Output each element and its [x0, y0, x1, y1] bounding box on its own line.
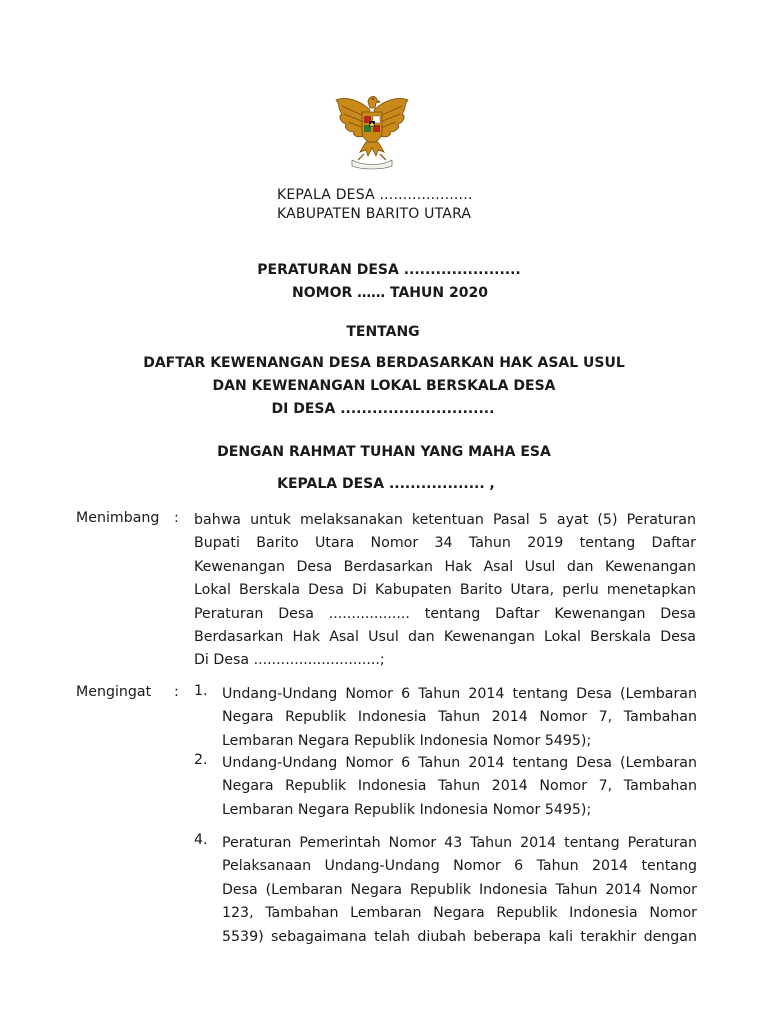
header-kabupaten: KABUPATEN BARITO UTARA: [277, 206, 472, 222]
menimbang-label: Menimbang: [76, 510, 160, 526]
menimbang-line: Lokal Berskala Desa Di Kabupaten Barito Utara, perlu menetapkan: [194, 582, 696, 599]
mengingat-item-text: [222, 683, 697, 753]
regulation-subject-line3: DI DESA .............................: [271, 401, 495, 417]
menimbang-paragraph: [194, 509, 696, 673]
item-number: 4.: [194, 832, 208, 848]
regulation-number: NOMOR …… TAHUN 2020: [292, 285, 488, 301]
mengingat-item-text: [222, 832, 697, 949]
item-line: Pelaksanaan Undang-Undang Nomor 6 Tahun 2014 tentang: [222, 858, 697, 875]
regulation-subject-line1: DAFTAR KEWENANGAN DESA BERDASARKAN HAK ASAL USUL: [143, 355, 625, 371]
menimbang-line: Berdasarkan Hak Asal Usul dan Kewenangan Lokal Berskala Desa: [194, 628, 696, 645]
menimbang-line: Di Desa ............................;: [194, 652, 385, 669]
item-number: 1.: [194, 683, 208, 699]
menimbang-line: Peraturan Desa .................. tentang Daftar Kewenangan Desa: [194, 605, 696, 622]
item-line: Negara Republik Indonesia Tahun 2014 Nomor 7, Tambahan: [222, 778, 697, 795]
item-line: Desa (Lembaran Negara Republik Indonesia Tahun 2014 Nomor: [222, 881, 697, 898]
mengingat-item-text: [222, 752, 697, 822]
regulation-about: TENTANG: [346, 324, 420, 340]
item-line: Peraturan Pemerintah Nomor 43 Tahun 2014 tentang Peraturan: [222, 835, 697, 851]
mengingat-label: Mengingat: [76, 684, 152, 700]
item-line: Negara Republik Indonesia Tahun 2014 Nomor 7, Tambahan: [222, 709, 697, 726]
menimbang-line: Bupati Barito Utara Nomor 34 Tahun 2019 tentang Daftar: [194, 535, 696, 552]
header-kepala-desa: KEPALA DESA ....................: [277, 187, 473, 203]
item-number: 2.: [194, 752, 208, 768]
garuda-pancasila-emblem-icon: [330, 92, 414, 172]
mengingat-colon: :: [174, 684, 179, 700]
item-line: Undang-Undang Nomor 6 Tahun 2014 tentang Desa (Lembaran: [222, 755, 697, 771]
item-line: Lembaran Negara Republik Indonesia Nomor 5495);: [222, 732, 592, 749]
item-line: 5539) sebagaimana telah diubah beberapa kali terakhir dengan: [222, 928, 697, 945]
head-of-village: KEPALA DESA .................. ,: [277, 476, 495, 492]
regulation-title: PERATURAN DESA ......................: [257, 262, 521, 278]
menimbang-colon: :: [174, 510, 179, 526]
regulation-subject-line2: DAN KEWENANGAN LOKAL BERSKALA DESA: [212, 378, 556, 394]
item-line: 123, Tambahan Lembaran Negara Republik Indonesia Nomor: [222, 905, 697, 922]
item-line: Lembaran Negara Republik Indonesia Nomor 5495);: [222, 801, 592, 818]
item-line: Undang-Undang Nomor 6 Tahun 2014 tentang Desa (Lembaran: [222, 686, 697, 702]
regulation-preamble: DENGAN RAHMAT TUHAN YANG MAHA ESA: [217, 444, 551, 460]
menimbang-line: Kewenangan Desa Berdasarkan Hak Asal Usul dan Kewenangan: [194, 558, 696, 575]
menimbang-line: bahwa untuk melaksanakan ketentuan Pasal 5 ayat (5) Peraturan: [194, 512, 696, 528]
